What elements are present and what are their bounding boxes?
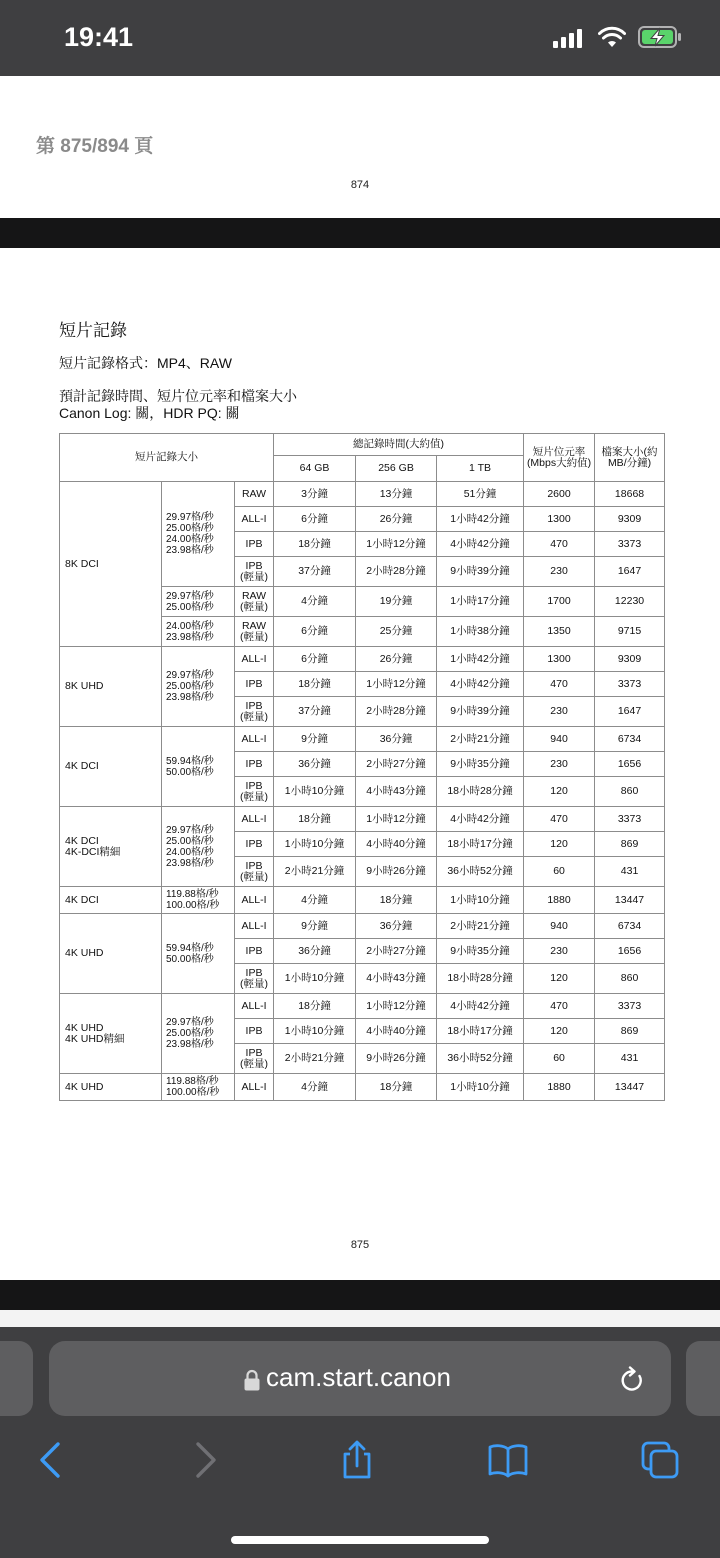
page-separator [0, 1280, 720, 1310]
file-size-cell: 12230 [595, 587, 665, 617]
time-1tb-cell: 1小時38分鐘 [437, 617, 524, 647]
quality-cell: IPB [235, 939, 274, 964]
bitrate-cell: 120 [524, 1019, 595, 1044]
time-64-cell: 2小時21分鐘 [274, 1044, 356, 1074]
file-size-cell: 869 [595, 832, 665, 857]
pdf-page-874 [0, 76, 720, 218]
status-time: 19:41 [64, 22, 134, 52]
quality-cell: ALL-I [235, 647, 274, 672]
time-256-cell: 4小時43分鐘 [356, 964, 437, 994]
header-file-size: 檔案大小(約MB/分鐘) [595, 434, 665, 482]
size-cell: 4K UHD [60, 914, 162, 994]
header-total-time: 總記錄時間(大約值) [274, 434, 524, 456]
bitrate-cell: 470 [524, 532, 595, 557]
framerate-cell: 29.97格/秒 25.00格/秒 24.00格/秒 23.98格/秒 [162, 807, 235, 887]
wifi-icon [598, 26, 626, 48]
file-size-cell: 6734 [595, 914, 665, 939]
time-256-cell: 9小時26分鐘 [356, 857, 437, 887]
bitrate-cell: 940 [524, 727, 595, 752]
time-1tb-cell: 18小時17分鐘 [437, 1019, 524, 1044]
bitrate-cell: 1300 [524, 507, 595, 532]
time-1tb-cell: 4小時42分鐘 [437, 994, 524, 1019]
header-256gb: 256 GB [356, 456, 437, 482]
time-256-cell: 26分鐘 [356, 647, 437, 672]
time-1tb-cell: 1小時10分鐘 [437, 887, 524, 914]
file-size-cell: 1656 [595, 752, 665, 777]
quality-cell: RAW [235, 482, 274, 507]
time-64-cell: 4分鐘 [274, 1074, 356, 1101]
time-1tb-cell: 18小時28分鐘 [437, 964, 524, 994]
time-64-cell: 3分鐘 [274, 482, 356, 507]
time-1tb-cell: 1小時17分鐘 [437, 587, 524, 617]
header-1tb: 1 TB [437, 456, 524, 482]
bitrate-cell: 1880 [524, 887, 595, 914]
recording-spec-table [59, 433, 665, 1101]
address-bar[interactable] [49, 1341, 671, 1416]
file-size-cell: 13447 [595, 1074, 665, 1101]
file-size-cell: 869 [595, 1019, 665, 1044]
file-size-cell: 13447 [595, 887, 665, 914]
size-cell: 4K DCI [60, 727, 162, 807]
framerate-cell: 59.94格/秒 50.00格/秒 [162, 727, 235, 807]
page-number: 875 [350, 1239, 370, 1251]
time-64-cell: 18分鐘 [274, 672, 356, 697]
table-header-row [60, 434, 665, 456]
time-1tb-cell: 1小時42分鐘 [437, 507, 524, 532]
file-size-cell: 3373 [595, 807, 665, 832]
time-256-cell: 1小時12分鐘 [356, 532, 437, 557]
home-indicator[interactable] [231, 1536, 489, 1544]
file-size-cell: 1647 [595, 697, 665, 727]
page-counter: 第 875/894 頁 [36, 136, 154, 157]
file-size-cell: 860 [595, 777, 665, 807]
time-1tb-cell: 1小時10分鐘 [437, 1074, 524, 1101]
file-size-cell: 6734 [595, 727, 665, 752]
file-size-cell: 3373 [595, 532, 665, 557]
time-256-cell: 2小時28分鐘 [356, 557, 437, 587]
quality-cell: ALL-I [235, 1074, 274, 1101]
tabs-icon[interactable] [640, 1440, 680, 1480]
time-1tb-cell: 18小時28分鐘 [437, 777, 524, 807]
table-row [60, 994, 665, 1019]
bitrate-cell: 230 [524, 939, 595, 964]
bitrate-cell: 120 [524, 964, 595, 994]
time-64-cell: 36分鐘 [274, 752, 356, 777]
time-256-cell: 1小時12分鐘 [356, 994, 437, 1019]
time-64-cell: 37分鐘 [274, 557, 356, 587]
time-256-cell: 9小時26分鐘 [356, 1044, 437, 1074]
time-256-cell: 4小時40分鐘 [356, 832, 437, 857]
bitrate-cell: 1700 [524, 587, 595, 617]
time-64-cell: 9分鐘 [274, 727, 356, 752]
header-size: 短片記錄大小 [60, 434, 274, 482]
table-row [60, 1074, 665, 1101]
time-256-cell: 2小時27分鐘 [356, 939, 437, 964]
bitrate-cell: 2600 [524, 482, 595, 507]
format-line: 短片記錄格式：MP4、RAW [59, 355, 232, 371]
file-size-cell: 9715 [595, 617, 665, 647]
bitrate-cell: 1350 [524, 617, 595, 647]
quality-cell: IPB [235, 832, 274, 857]
quality-cell: IPB (輕量) [235, 857, 274, 887]
framerate-cell: 29.97格/秒 25.00格/秒 23.98格/秒 [162, 647, 235, 727]
time-64-cell: 4分鐘 [274, 887, 356, 914]
book-icon[interactable] [488, 1440, 528, 1480]
time-256-cell: 36分鐘 [356, 914, 437, 939]
time-256-cell: 18分鐘 [356, 1074, 437, 1101]
framerate-cell: 24.00格/秒 23.98格/秒 [162, 617, 235, 647]
cellular-signal-icon [553, 28, 585, 48]
chevron-right-icon[interactable] [186, 1440, 226, 1480]
time-1tb-cell: 2小時21分鐘 [437, 914, 524, 939]
time-256-cell: 2小時28分鐘 [356, 697, 437, 727]
framerate-cell: 59.94格/秒 50.00格/秒 [162, 914, 235, 994]
time-1tb-cell: 9小時39分鐘 [437, 697, 524, 727]
bitrate-cell: 470 [524, 807, 595, 832]
table-row [60, 807, 665, 832]
time-64-cell: 9分鐘 [274, 914, 356, 939]
time-64-cell: 1小時10分鐘 [274, 777, 356, 807]
time-256-cell: 25分鐘 [356, 617, 437, 647]
pdf-page-875 [0, 248, 720, 1280]
time-64-cell: 6分鐘 [274, 507, 356, 532]
reload-icon[interactable] [619, 1366, 645, 1394]
quality-cell: IPB (輕量) [235, 964, 274, 994]
file-size-cell: 3373 [595, 672, 665, 697]
table-row [60, 887, 665, 914]
file-size-cell: 860 [595, 964, 665, 994]
page-separator [0, 218, 720, 248]
time-256-cell: 18分鐘 [356, 887, 437, 914]
quality-cell: ALL-I [235, 807, 274, 832]
framerate-cell: 29.97格/秒 25.00格/秒 [162, 587, 235, 617]
size-cell: 4K DCI 4K-DCI精細 [60, 807, 162, 887]
bitrate-cell: 120 [524, 832, 595, 857]
time-1tb-cell: 4小時42分鐘 [437, 807, 524, 832]
bitrate-cell: 1880 [524, 1074, 595, 1101]
log-setting-line: Canon Log: 關，HDR PQ: 關 [59, 405, 240, 421]
table-row [60, 914, 665, 939]
quality-cell: IPB (輕量) [235, 1044, 274, 1074]
table-row [60, 727, 665, 752]
size-cell: 4K UHD 4K UHD精細 [60, 994, 162, 1074]
next-page-edge [0, 1310, 720, 1327]
file-size-cell: 9309 [595, 507, 665, 532]
quality-cell: IPB [235, 752, 274, 777]
framerate-cell: 29.97格/秒 25.00格/秒 24.00格/秒 23.98格/秒 [162, 482, 235, 587]
size-cell: 4K DCI [60, 887, 162, 914]
time-256-cell: 13分鐘 [356, 482, 437, 507]
quality-cell: IPB (輕量) [235, 777, 274, 807]
quality-cell: RAW (輕量) [235, 587, 274, 617]
time-1tb-cell: 4小時42分鐘 [437, 532, 524, 557]
time-256-cell: 1小時12分鐘 [356, 672, 437, 697]
bitrate-cell: 470 [524, 994, 595, 1019]
quality-cell: IPB [235, 532, 274, 557]
time-256-cell: 4小時43分鐘 [356, 777, 437, 807]
file-size-cell: 9309 [595, 647, 665, 672]
file-size-cell: 431 [595, 1044, 665, 1074]
bitrate-cell: 940 [524, 914, 595, 939]
bitrate-cell: 1300 [524, 647, 595, 672]
size-cell: 8K UHD [60, 647, 162, 727]
time-64-cell: 6分鐘 [274, 617, 356, 647]
table-row [60, 647, 665, 672]
quality-cell: ALL-I [235, 507, 274, 532]
battery-charging-icon [638, 26, 682, 48]
bitrate-cell: 230 [524, 752, 595, 777]
bitrate-cell: 60 [524, 1044, 595, 1074]
next-tab-preview[interactable] [686, 1341, 720, 1416]
file-size-cell: 431 [595, 857, 665, 887]
time-64-cell: 2小時21分鐘 [274, 857, 356, 887]
time-64-cell: 1小時10分鐘 [274, 832, 356, 857]
bitrate-cell: 120 [524, 777, 595, 807]
time-64-cell: 18分鐘 [274, 994, 356, 1019]
time-256-cell: 4小時40分鐘 [356, 1019, 437, 1044]
time-1tb-cell: 51分鐘 [437, 482, 524, 507]
time-256-cell: 2小時27分鐘 [356, 752, 437, 777]
time-1tb-cell: 9小時39分鐘 [437, 557, 524, 587]
quality-cell: ALL-I [235, 914, 274, 939]
bitrate-cell: 230 [524, 557, 595, 587]
time-256-cell: 19分鐘 [356, 587, 437, 617]
status-bar [0, 0, 720, 76]
browser-toolbar [0, 1327, 720, 1558]
quality-cell: IPB [235, 1019, 274, 1044]
url-text: cam.start.canon [266, 1362, 451, 1392]
bitrate-cell: 230 [524, 697, 595, 727]
bitrate-cell: 60 [524, 857, 595, 887]
chevron-left-icon[interactable] [30, 1440, 70, 1480]
time-1tb-cell: 9小時35分鐘 [437, 939, 524, 964]
time-64-cell: 1小時10分鐘 [274, 964, 356, 994]
section-title: 短片記錄 [59, 321, 127, 340]
quality-cell: ALL-I [235, 887, 274, 914]
lock-icon [243, 1369, 261, 1391]
time-256-cell: 26分鐘 [356, 507, 437, 532]
time-64-cell: 6分鐘 [274, 647, 356, 672]
time-64-cell: 36分鐘 [274, 939, 356, 964]
time-256-cell: 1小時12分鐘 [356, 807, 437, 832]
time-64-cell: 18分鐘 [274, 807, 356, 832]
bitrate-cell: 470 [524, 672, 595, 697]
file-size-cell: 18668 [595, 482, 665, 507]
size-cell: 4K UHD [60, 1074, 162, 1101]
quality-cell: RAW (輕量) [235, 617, 274, 647]
previous-tab-preview[interactable] [0, 1341, 33, 1416]
time-1tb-cell: 1小時42分鐘 [437, 647, 524, 672]
time-64-cell: 18分鐘 [274, 532, 356, 557]
quality-cell: IPB (輕量) [235, 557, 274, 587]
time-1tb-cell: 36小時52分鐘 [437, 857, 524, 887]
page-number: 874 [350, 179, 370, 191]
time-1tb-cell: 9小時35分鐘 [437, 752, 524, 777]
time-256-cell: 36分鐘 [356, 727, 437, 752]
share-icon[interactable] [337, 1440, 377, 1480]
time-1tb-cell: 18小時17分鐘 [437, 832, 524, 857]
time-1tb-cell: 4小時42分鐘 [437, 672, 524, 697]
table-subtitle: 預計記錄時間、短片位元率和檔案大小 [59, 388, 297, 404]
time-64-cell: 37分鐘 [274, 697, 356, 727]
time-64-cell: 1小時10分鐘 [274, 1019, 356, 1044]
quality-cell: IPB (輕量) [235, 697, 274, 727]
quality-cell: ALL-I [235, 727, 274, 752]
quality-cell: ALL-I [235, 994, 274, 1019]
framerate-cell: 119.88格/秒 100.00格/秒 [162, 887, 235, 914]
header-64gb: 64 GB [274, 456, 356, 482]
framerate-cell: 29.97格/秒 25.00格/秒 23.98格/秒 [162, 994, 235, 1074]
file-size-cell: 1647 [595, 557, 665, 587]
size-cell: 8K DCI [60, 482, 162, 647]
time-1tb-cell: 2小時21分鐘 [437, 727, 524, 752]
time-1tb-cell: 36小時52分鐘 [437, 1044, 524, 1074]
table-row [60, 482, 665, 507]
framerate-cell: 119.88格/秒 100.00格/秒 [162, 1074, 235, 1101]
file-size-cell: 1656 [595, 939, 665, 964]
header-bitrate: 短片位元率(Mbps大約值) [524, 434, 595, 482]
time-64-cell: 4分鐘 [274, 587, 356, 617]
file-size-cell: 3373 [595, 994, 665, 1019]
quality-cell: IPB [235, 672, 274, 697]
